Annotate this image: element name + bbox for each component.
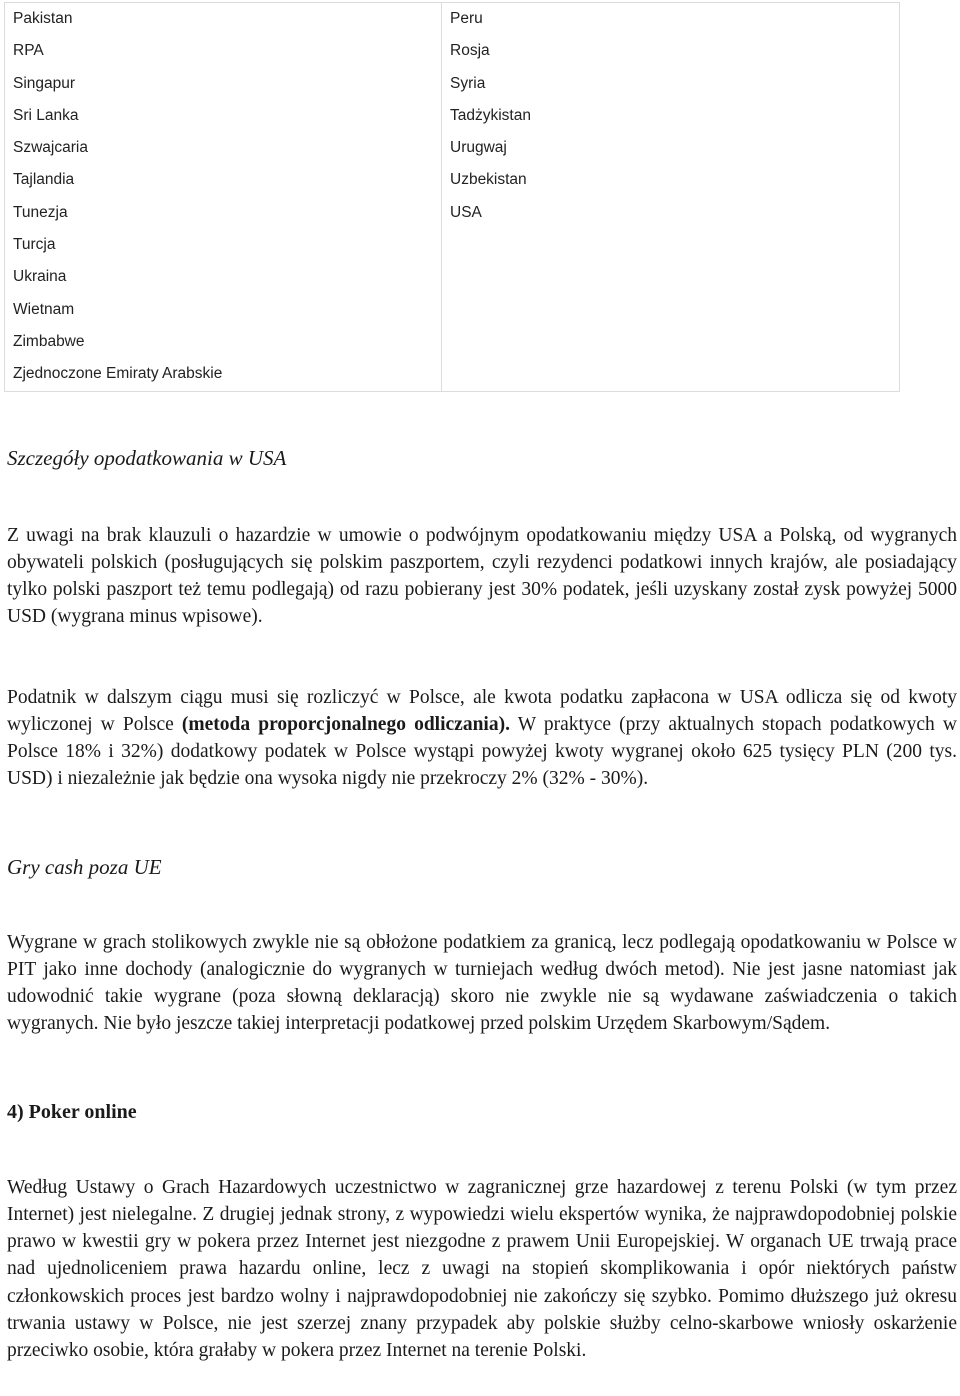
country-cell: USA (450, 203, 482, 221)
country-cell: Sri Lanka (13, 106, 79, 124)
country-cell: Turcja (13, 236, 56, 254)
country-cell: Zimbabwe (13, 332, 85, 350)
country-cell: Syria (450, 74, 486, 92)
cash-games-heading: Gry cash poza UE (7, 855, 162, 879)
usa-tax-heading: Szczegóły opodatkowania w USA (7, 446, 287, 470)
country-cell: Tajlandia (13, 171, 75, 189)
cash-games-paragraph: Wygrane w grach stolikowych zwykle nie są obłożone podatkiem za granicą, lecz podlegają opodatkowaniu w Polsce w PIT jako inne dochody (analogicznie do wygranych w turniejach według dwóch metod). Nie jest jasne natomiast jak udowodnić takie wygrane (poza słowną deklaracją) skoro nie zwykle nie są wydawane zaświadczenia o takich wygranych. Nie było jeszcze takiej interpretacji podatkowej przed polskim Urzędem Skarbowym/Sądem. (7, 931, 957, 1035)
usa-paragraph-1: Z uwagi na brak klauzuli o hazardzie w umowie o podwójnym opodatkowaniu między USA a Polską, od wygranych obywateli polskich (posługujących się polskim paszportem, czyli rezydenci podatkowi innych krajów, ale posiadający tylko polski paszport też temu podlegają) od razu pobierany jest 30% podatek, jeśli uzyskany został zysk powyżej 5000 USD (wygrana minus wpisowe). (7, 524, 957, 628)
usa-paragraph-2 (7, 684, 957, 793)
country-cell: Peru (450, 10, 483, 27)
country-cell: Uzbekistan (450, 171, 527, 189)
countries-column-right (442, 3, 900, 392)
usa-paragraph-2-text-a: Podatnik w dalszym ciągu musi się rozliczyć w Polsce, ale kwota podatku zapłacona w USA odlicza się od kwoty wyliczonej w Polsce (7, 686, 957, 735)
country-cell: Ukraina (13, 268, 67, 286)
country-cell: Wietnam (13, 300, 75, 318)
countries-column-left (5, 3, 442, 392)
country-cell: Zjednoczone Emiraty Arabskie (13, 365, 223, 383)
country-cell: Urugwaj (450, 139, 507, 157)
country-cell: Singapur (13, 74, 76, 92)
poker-online-heading: 4) Poker online (7, 1101, 137, 1123)
countries-table (4, 2, 900, 392)
country-cell: Tadżykistan (450, 106, 531, 124)
country-cell: Rosja (450, 42, 490, 60)
usa-paragraph-2-text-b: W praktyce (przy aktualnych stopach podatkowych w Polsce 18% i 32%) dodatkowy podatek w Polsce wystąpi powyżej kwoty wygranej około 625 tysięcy PLN (200 tys. USD) i niezależnie jak będzie ona wysoka nigdy nie przekroczy 2% (32% - 30%). (7, 713, 957, 790)
usa-paragraph-2-bold: (metoda proporcjonalnego odliczania). (181, 713, 510, 735)
country-cell: Szwajcaria (13, 139, 88, 157)
table-row (5, 3, 900, 392)
country-cell: Pakistan (13, 10, 73, 27)
poker-online-paragraph: Według Ustawy o Grach Hazardowych uczestnictwo w zagranicznej grze hazardowej z terenu Polski (w tym przez Internet) jest nielegalne. Z drugiej jednak strony, z wypowiedzi wielu ekspertów wynika, że najprawdopodobniej polskie prawo w kwestii gry w pokera przez Internet jest niezgodne z prawem Unii Europejskiej. W organach UE trwają prace nad ujednoliceniem prawa hazardu online, lecz z uwagi na stopień skomplikowania i opór niektórych państw członkowskich proces jest bardzo wolny i najprawdopodobniej nie zakończy się szybko. Pomimo dłuższego już okresu trwania ustawy w Polsce, nie jest szerzej znany przypadek aby polskie służby celno-skarbowe wniosły oskarżenie przeciwko osobie, która grałaby w pokera przez Internet na terenie Polski. (7, 1176, 957, 1362)
country-cell: RPA (13, 42, 44, 60)
country-cell: Tunezja (13, 203, 68, 221)
